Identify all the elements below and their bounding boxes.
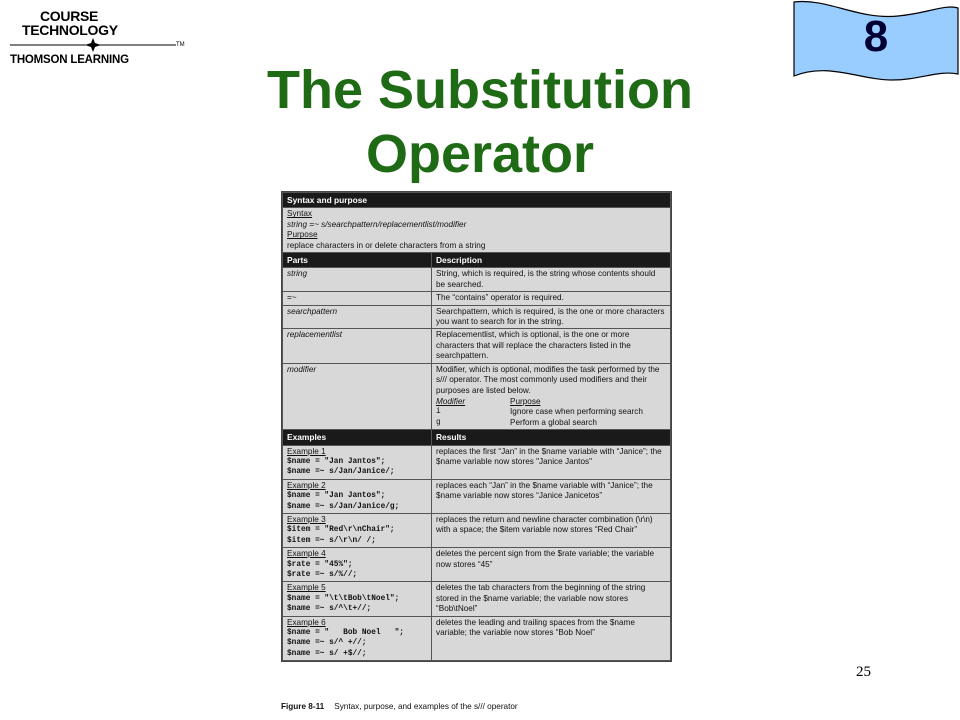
example-code-line: $item =~ s/\r\n/ /; bbox=[287, 536, 376, 545]
part-row bbox=[283, 292, 671, 305]
operator-table bbox=[282, 192, 671, 661]
logo-star-line bbox=[8, 38, 178, 52]
part-name: =~ bbox=[283, 292, 432, 305]
example-code-line: $item = "Red\r\nChair"; bbox=[287, 526, 395, 535]
example-code-line: $name = "\t\tBob\tNoel"; bbox=[287, 594, 400, 603]
syntax-header: Syntax and purpose bbox=[283, 193, 671, 208]
part-row bbox=[283, 363, 671, 429]
modifier-col-header: Modifier bbox=[436, 396, 466, 406]
parts-col-header: Parts bbox=[283, 253, 432, 268]
purpose-text: replace characters in or delete characters from a string bbox=[287, 240, 486, 250]
part-name: replacementlist bbox=[283, 329, 432, 363]
part-description: The “contains” operator is required. bbox=[432, 292, 671, 305]
example-code-line: $name =~ s/^\t+//; bbox=[287, 605, 372, 614]
slide-title-line2: Operator bbox=[365, 124, 595, 184]
purpose-label: Purpose bbox=[287, 230, 318, 240]
example-result: deletes the tab characters from the beginning of the string stored in the $name variable; the variable now stores “Bob\tNoel” bbox=[432, 582, 671, 616]
example-code-line: $name = "Jan Jantos"; bbox=[287, 457, 386, 466]
page-number: 25 bbox=[856, 664, 871, 680]
modifier-row bbox=[436, 407, 666, 417]
examples-header-row bbox=[283, 430, 671, 445]
logo-line-technology: TECHNOLOGY bbox=[22, 22, 118, 38]
results-col-header: Results bbox=[432, 430, 671, 445]
logo-line-thomson: THOMSON LEARNING bbox=[10, 54, 129, 66]
example-code-line: $name =~ s/Jan/Janice/g; bbox=[287, 502, 400, 511]
example-code-line: $name =~ s/Jan/Janice/; bbox=[287, 468, 395, 477]
example-code-line: $name = "Jan Jantos"; bbox=[287, 492, 386, 501]
figure-caption-label: Figure 8-11 bbox=[281, 702, 325, 711]
description-col-header: Description bbox=[432, 253, 671, 268]
example-label: Example 5 bbox=[287, 583, 326, 593]
example-result: deletes the leading and trailing spaces from the $name variable; the variable now stores “Bob Noel” bbox=[432, 616, 671, 661]
modifier-row bbox=[436, 418, 666, 428]
example-label: Example 6 bbox=[287, 617, 326, 627]
part-name: modifier bbox=[283, 363, 432, 429]
syntax-row bbox=[283, 208, 671, 253]
chapter-number: 8 bbox=[863, 12, 889, 61]
example-result: replaces the return and newline character combination (\r\n) with a space; the $item variable now stores “Red Chair” bbox=[432, 513, 671, 547]
part-name: searchpattern bbox=[283, 305, 432, 329]
modifier-header-row bbox=[436, 397, 666, 407]
example-label: Example 1 bbox=[287, 446, 326, 456]
modifier-table bbox=[436, 397, 666, 428]
example-label: Example 2 bbox=[287, 480, 326, 490]
modifier-code: i bbox=[436, 408, 441, 417]
parts-header-row bbox=[283, 253, 671, 268]
example-row bbox=[283, 479, 671, 513]
examples-col-header: Examples bbox=[283, 430, 432, 445]
example-row bbox=[283, 445, 671, 479]
example-code-line: $rate = "45%"; bbox=[287, 560, 353, 569]
part-name: string bbox=[283, 268, 432, 292]
slide-title-line1: The Substitution bbox=[267, 60, 693, 120]
modifier-code: g bbox=[436, 418, 441, 427]
modifier-purpose: Ignore case when performing search bbox=[510, 407, 643, 417]
example-code-line: $name =~ s/ +$//; bbox=[287, 649, 367, 658]
example-label: Example 3 bbox=[287, 514, 326, 524]
purpose-col-header: Purpose bbox=[510, 396, 541, 406]
example-code-line: $name =~ s/^ +//; bbox=[287, 639, 367, 648]
syntax-label: Syntax bbox=[287, 209, 313, 219]
figure-caption-text: Syntax, purpose, and examples of the s/// operator bbox=[334, 702, 518, 711]
example-row bbox=[283, 616, 671, 661]
figure-caption bbox=[281, 702, 518, 711]
part-row bbox=[283, 268, 671, 292]
part-description: Searchpattern, which is required, is the one or more characters you want to search for in the string. bbox=[432, 305, 671, 329]
figure-table-container bbox=[281, 191, 672, 662]
example-row bbox=[283, 548, 671, 582]
example-code-line: $name = " Bob Noel "; bbox=[287, 629, 404, 638]
syntax-text: string =~ s/searchpattern/replacementlist/modifier bbox=[287, 219, 467, 229]
modifier-purpose: Perform a global search bbox=[510, 417, 597, 427]
example-result: replaces the first “Jan” in the $name variable with “Janice”; the $name variable now stores "Janice Jantos" bbox=[432, 445, 671, 479]
slide-title bbox=[150, 58, 810, 186]
example-code-line: $rate =~ s/%//; bbox=[287, 571, 358, 579]
example-label: Example 4 bbox=[287, 549, 326, 559]
example-row bbox=[283, 513, 671, 547]
part-row bbox=[283, 305, 671, 329]
example-result: replaces each “Jan” in the $name variable with “Janice”; the $name variable now stores “Janice Janicetos” bbox=[432, 479, 671, 513]
example-result: deletes the percent sign from the $rate variable; the variable now stores “45” bbox=[432, 548, 671, 582]
part-description: String, which is required, is the string whose contents should be searched. bbox=[432, 268, 671, 292]
syntax-header-row bbox=[283, 193, 671, 208]
logo-trademark: TM bbox=[176, 42, 185, 48]
part-description: Replacementlist, which is optional, is the one or more characters that will replace the characters listed in the searchpattern. bbox=[432, 329, 671, 363]
example-row bbox=[283, 582, 671, 616]
logo-line-course: COURSE bbox=[40, 8, 99, 24]
part-row bbox=[283, 329, 671, 363]
part-description: Modifier, which is optional, modifies the task performed by the s/// operator. The most commonly used modifiers and their purposes are listed below. bbox=[436, 364, 660, 395]
